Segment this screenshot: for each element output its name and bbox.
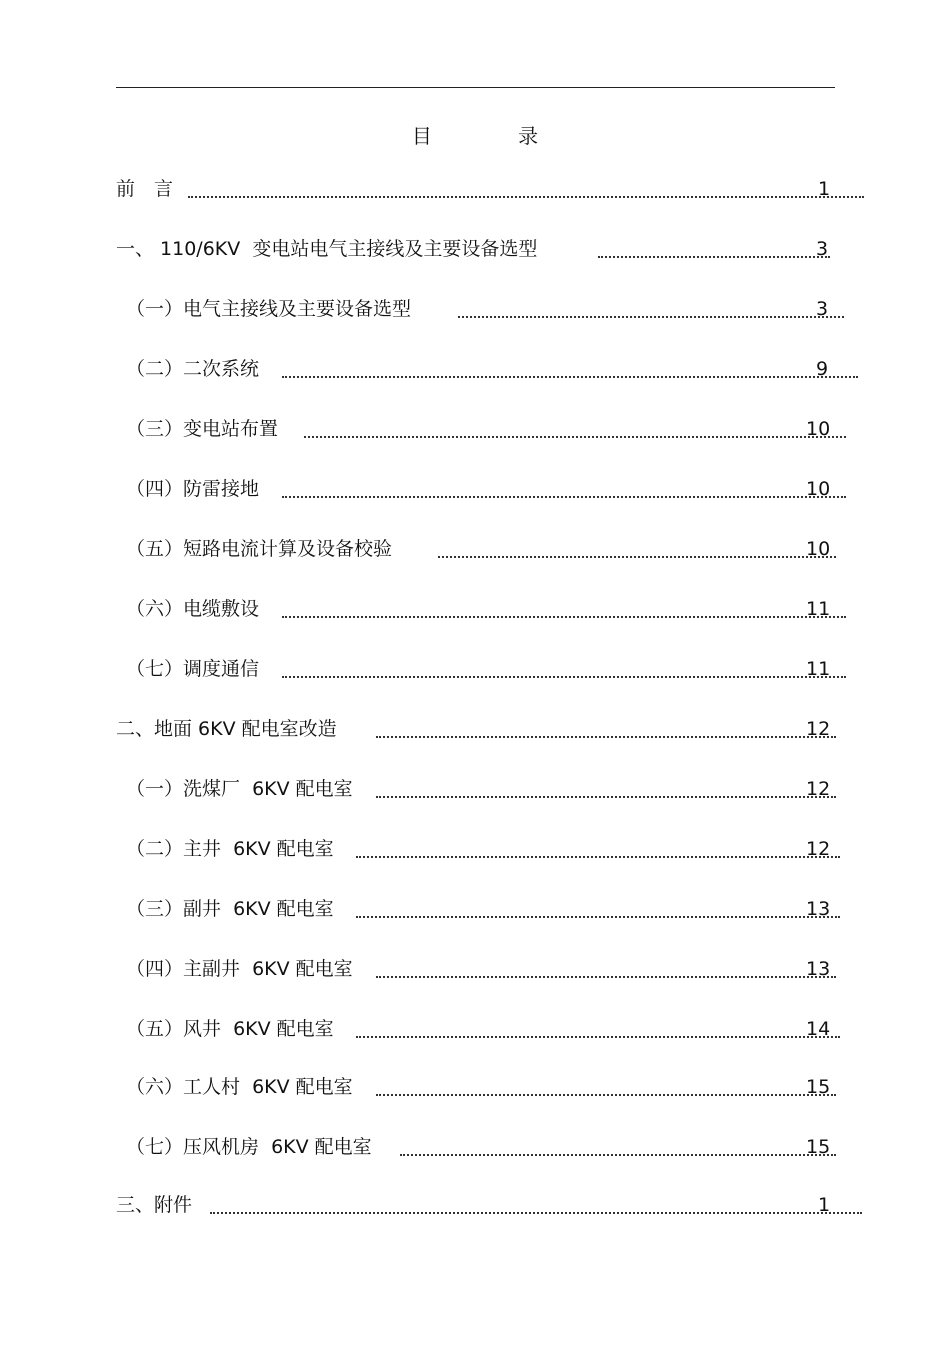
toc-leader-dots: [376, 954, 836, 978]
toc-entry-1-3[interactable]: [126, 414, 848, 444]
toc-entry-label: 一、 110/6KV 变电站电气主接线及主要设备选型: [116, 238, 538, 260]
toc-leader-dots: [400, 1132, 836, 1156]
toc-entry-label: （四）防雷接地: [126, 478, 260, 500]
toc-entry-page: 10: [806, 538, 831, 560]
toc-entry-label: 二、地面 6KV 配电室改造: [116, 718, 337, 740]
toc-entry-page: 11: [806, 598, 831, 620]
toc-entry-2-4[interactable]: [126, 954, 838, 984]
toc-entry-2-6[interactable]: [126, 1072, 838, 1102]
header-rule: [116, 87, 835, 88]
toc-entry-1-2[interactable]: [126, 354, 860, 384]
toc-entry-label: （五）短路电流计算及设备校验: [126, 538, 393, 560]
toc-entry-label: （六）工人村 6KV 配电室: [126, 1076, 353, 1098]
toc-entry-page: 12: [806, 838, 831, 860]
toc-entry-page: 13: [806, 898, 831, 920]
toc-entry-page: 3: [816, 298, 829, 320]
toc-entry-page: 12: [806, 718, 831, 740]
toc-entry-chapter-3[interactable]: [116, 1190, 864, 1220]
toc-leader-dots: [210, 1190, 862, 1214]
toc-entry-chapter-2[interactable]: [116, 714, 838, 744]
toc-entry-page: 15: [806, 1076, 831, 1098]
page-title: 目 录: [411, 124, 579, 148]
toc-entry-page: 14: [806, 1018, 831, 1040]
toc-entry-1-7[interactable]: [126, 654, 848, 684]
toc-entry-label: （三）副井 6KV 配电室: [126, 898, 334, 920]
toc-entry-label: （一）洗煤厂 6KV 配电室: [126, 778, 353, 800]
toc-entry-label: （七）压风机房 6KV 配电室: [126, 1136, 372, 1158]
toc-entry-1-4[interactable]: [126, 474, 848, 504]
toc-leader-dots: [598, 234, 830, 258]
toc-leader-dots: [376, 714, 836, 738]
toc-entry-label: （二）二次系统: [126, 358, 260, 380]
toc-entry-label: （六）电缆敷设: [126, 598, 260, 620]
toc-entry-2-2[interactable]: [126, 834, 842, 864]
toc-entry-2-3[interactable]: [126, 894, 842, 924]
toc-leader-dots: [304, 414, 846, 438]
toc-leader-dots: [458, 294, 844, 318]
toc-leader-dots: [282, 354, 858, 378]
toc-entry-page: 1: [818, 178, 831, 200]
toc-leader-dots: [356, 834, 840, 858]
toc-entry-page: 13: [806, 958, 831, 980]
toc-entry-label: （五）风井 6KV 配电室: [126, 1018, 334, 1040]
toc-leader-dots: [188, 174, 864, 198]
toc-entry-page: 9: [816, 358, 829, 380]
toc-leader-dots: [356, 894, 840, 918]
toc-entry-label: （三）变电站布置: [126, 418, 279, 440]
toc-entry-page: 12: [806, 778, 831, 800]
toc-leader-dots: [282, 474, 846, 498]
toc-entry-label: （四）主副井 6KV 配电室: [126, 958, 353, 980]
toc-entry-1-5[interactable]: [126, 534, 838, 564]
toc-entry-preface[interactable]: [116, 174, 866, 204]
toc-leader-dots: [282, 594, 846, 618]
toc-entry-page: 1: [818, 1194, 831, 1216]
toc-entry-page: 10: [806, 478, 831, 500]
toc-leader-dots: [376, 774, 836, 798]
toc-entry-label: 三、附件: [116, 1194, 193, 1216]
toc-entry-label: （七）调度通信: [126, 658, 260, 680]
toc-entry-page: 11: [806, 658, 831, 680]
toc-leader-dots: [356, 1014, 840, 1038]
toc-leader-dots: [376, 1072, 836, 1096]
toc-entry-page: 3: [816, 238, 829, 260]
toc-entry-1-6[interactable]: [126, 594, 848, 624]
toc-entry-label: 前 言: [116, 178, 174, 200]
toc-leader-dots: [282, 654, 846, 678]
toc-entry-page: 10: [806, 418, 831, 440]
toc-entry-chapter-1[interactable]: [116, 234, 832, 264]
toc-entry-2-5[interactable]: [126, 1014, 842, 1044]
toc-entry-2-1[interactable]: [126, 774, 838, 804]
toc-entry-label: （一）电气主接线及主要设备选型: [126, 298, 412, 320]
toc-entry-1-1[interactable]: [126, 294, 846, 324]
toc-leader-dots: [438, 534, 836, 558]
toc-entry-2-7[interactable]: [126, 1132, 838, 1162]
toc-entry-page: 15: [806, 1136, 831, 1158]
toc-entry-label: （二）主井 6KV 配电室: [126, 838, 334, 860]
